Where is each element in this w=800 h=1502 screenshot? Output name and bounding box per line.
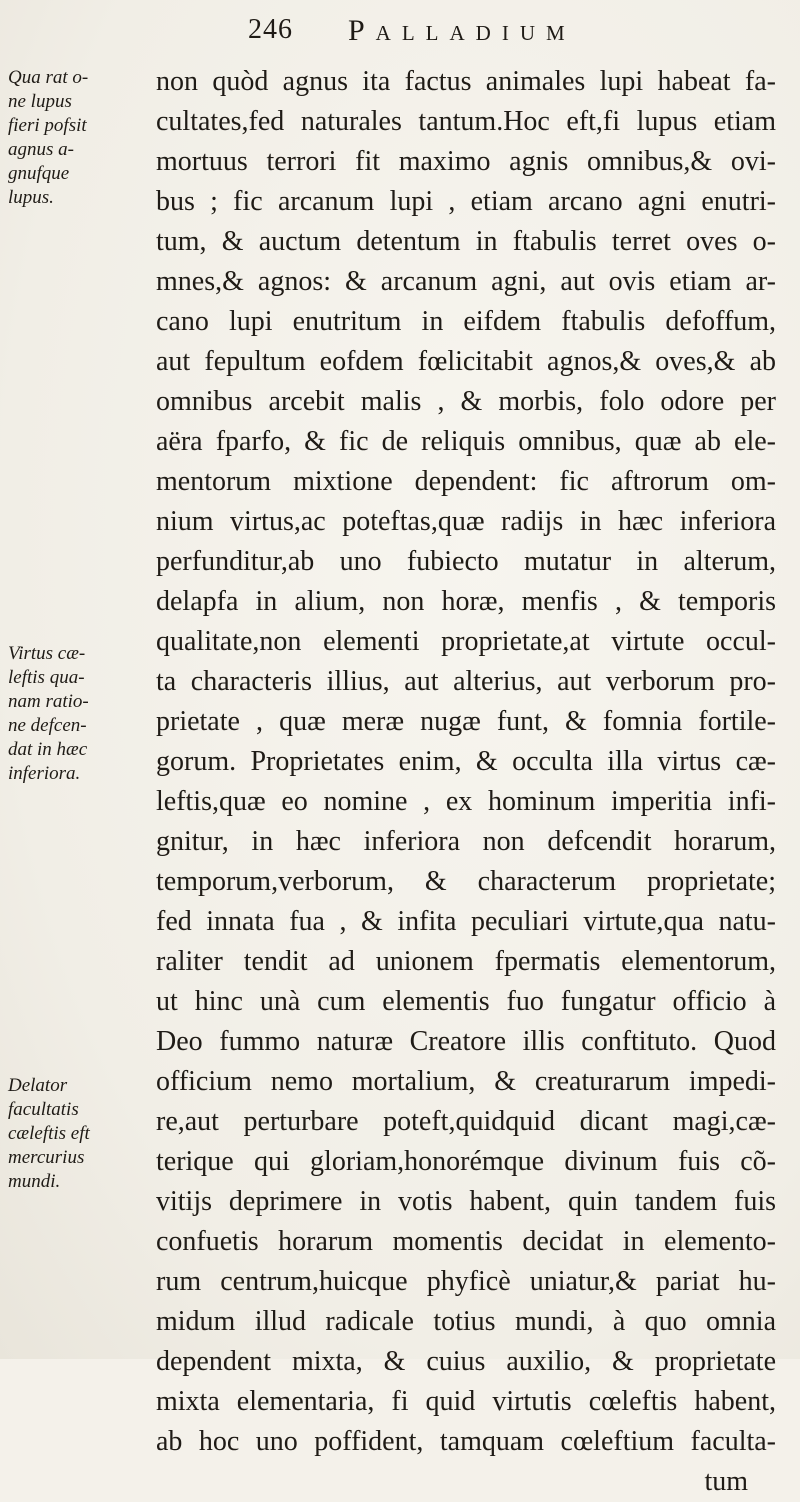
text-line: nium virtus,ac poteftas,quæ radijs in hæc inferiora (156, 506, 776, 537)
margin-note-line: dat in hæc (8, 739, 88, 760)
text-line: mixta elementaria, fi quid virtutis cœleftis habent, (156, 1386, 776, 1417)
catchword: tum (704, 1466, 748, 1497)
margin-note-line: agnus a- (8, 139, 74, 160)
text-line: qualitate,non elementi proprietate,at virtute occul- (156, 626, 776, 657)
margin-note-line: mundi. (8, 1171, 61, 1192)
text-line: aut fepultum eofdem fœlicitabit agnos,& oves,& ab (156, 346, 776, 377)
margin-note-line: cæleftis eft (8, 1123, 90, 1144)
margin-note (8, 642, 100, 786)
text-line: raliter tendit ad unionem fpermatis elementorum, (156, 946, 776, 977)
body-text (156, 62, 776, 1502)
text-line: non quòd agnus ita factus animales lupi habeat fa- (156, 66, 776, 97)
text-line: terique qui gloriam,honorémque divinum fuis cõ- (156, 1146, 776, 1177)
margin-note-line: Delator (8, 1075, 68, 1096)
text-line: mentorum mixtione dependent: fic aftrorum om- (156, 466, 776, 497)
text-line: dependent mixta, & cuius auxilio, & proprietate (156, 1346, 776, 1377)
text-line: bus ; fic arcanum lupi , etiam arcano agni enutri- (156, 186, 776, 217)
margin-note-line: nam ratio- (8, 691, 89, 712)
text-line: fed innata fua , & infita peculiari virtute,qua natu- (156, 906, 776, 937)
margin-note (8, 66, 100, 210)
text-line: midum illud radicale totius mundi, à quo omnia (156, 1306, 776, 1337)
margin-note-line: ne lupus (8, 91, 72, 112)
text-line: gnitur, in hæc inferiora non defcendit horarum, (156, 826, 776, 857)
margin-note-line: fieri pofsit (8, 115, 87, 136)
text-line: aëra fparfo, & fic de reliquis omnibus, quæ ab ele- (156, 426, 776, 457)
page-number: 246 (248, 14, 293, 45)
text-line: cano lupi enutritum in eifdem ftabulis defoffum, (156, 306, 776, 337)
text-line: ab hoc uno poffident, tamquam cœleftium faculta- (156, 1426, 776, 1457)
text-line: rum centrum,huicque phyficè uniatur,& pariat hu- (156, 1266, 776, 1297)
text-line: vitijs deprimere in votis habent, quin tandem fuis (156, 1186, 776, 1217)
text-line: mortuus terrori fit maximo agnis omnibus,& ovi- (156, 146, 776, 177)
running-title: Palladium (348, 14, 576, 47)
text-line: tum, & auctum detentum in ftabulis terret oves o- (156, 226, 776, 257)
text-line: cultates,fed naturales tantum.Hoc eft,fi lupus etiam (156, 106, 776, 137)
text-line: omnibus arcebit malis , & morbis, folo odore per (156, 386, 776, 417)
margin-note-line: gnufque (8, 163, 70, 184)
text-line: ut hinc unà cum elementis fuo fungatur officio à (156, 986, 776, 1017)
margin-note-line: Virtus cæ- (8, 643, 86, 664)
text-line: temporum,verborum, & characterum proprietate; (156, 866, 776, 897)
text-line: mnes,& agnos: & arcanum agni, aut ovis etiam ar- (156, 266, 776, 297)
text-line: confuetis horarum momentis decidat in elemento- (156, 1226, 776, 1257)
margin-note-line: lupus. (8, 187, 54, 208)
margin-note-line: mercurius (8, 1147, 85, 1168)
margin-note-line: leftis qua- (8, 667, 85, 688)
margin-note-line: Qua rat o- (8, 67, 89, 88)
text-line: ta characteris illius, aut alterius, aut verborum pro- (156, 666, 776, 697)
text-line: gorum. Proprietates enim, & occulta illa virtus cæ- (156, 746, 776, 777)
margin-note (8, 1074, 100, 1194)
text-line: leftis,quæ eo nomine , ex hominum imperitia infi- (156, 786, 776, 817)
text-line: prietate , quæ meræ nugæ funt, & fomnia fortile- (156, 706, 776, 737)
text-line: officium nemo mortalium, & creaturarum impedi- (156, 1066, 776, 1097)
margin-note-line: facultatis (8, 1099, 79, 1120)
text-line: perfunditur,ab uno fubiecto mutatur in alterum, (156, 546, 776, 577)
margin-note-line: ne defcen- (8, 715, 87, 736)
text-line: delapfa in alium, non horæ, menfis , & temporis (156, 586, 776, 617)
text-line: Deo fummo naturæ Creatore illis conftituto. Quod (156, 1026, 776, 1057)
margin-note-line: inferiora. (8, 763, 81, 784)
text-line: re,aut perturbare poteft,quidquid dicant magi,cæ- (156, 1106, 776, 1137)
page-header (248, 14, 678, 54)
